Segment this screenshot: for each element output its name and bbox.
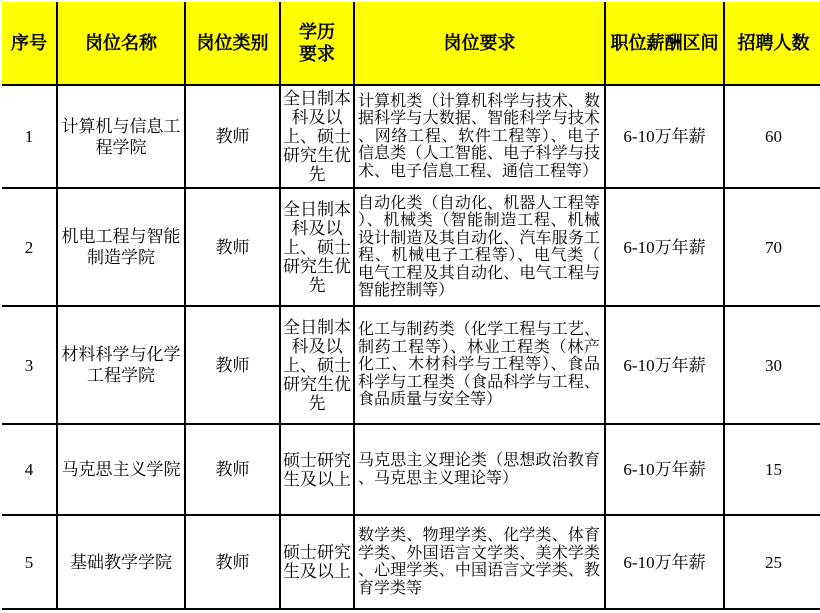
cell-headcount: 15 xyxy=(724,424,820,515)
cell-position-category: 教师 xyxy=(185,85,280,188)
header-education xyxy=(280,2,354,85)
table-row xyxy=(2,85,820,188)
cell-requirements: 化工与制药类（化学工程与工艺、制药工程等）、林业工程类（林产化工、木材科学与工程等）、食品科学与工程类（食品科学与工程、食品质量与安全等） xyxy=(354,306,605,424)
table-row xyxy=(2,515,820,609)
cell-no: 5 xyxy=(2,515,57,609)
cell-headcount: 70 xyxy=(724,188,820,306)
cell-salary-range: 6-10万年薪 xyxy=(605,188,724,306)
header-salary-range: 职位薪酬区间 xyxy=(605,2,724,85)
cell-no: 2 xyxy=(2,188,57,306)
cell-salary-range: 6-10万年薪 xyxy=(605,424,724,515)
table-row xyxy=(2,188,820,306)
cell-education: 全日制本科及以上、硕士研究生优先 xyxy=(280,306,354,424)
cell-education: 全日制本科及以上、硕士研究生优先 xyxy=(280,188,354,306)
cell-position-name: 机电工程与智能制造学院 xyxy=(57,188,185,306)
table-body xyxy=(2,85,820,609)
cell-position-category: 教师 xyxy=(185,515,280,609)
cell-requirements: 自动化类（自动化、机器人工程等）、机械类（智能制造工程、机械设计制造及其自动化、汽车服务工程、机械电子工程等）、电气类（电气工程及其自动化、电气工程与智能控制等） xyxy=(354,188,605,306)
header-position-category: 岗位类别 xyxy=(185,2,280,85)
cell-education: 硕士研究生及以上 xyxy=(280,515,354,609)
cell-position-category: 教师 xyxy=(185,424,280,515)
header-education-label: 学历要求 xyxy=(299,22,335,64)
table-row xyxy=(2,306,820,424)
header-row xyxy=(2,2,820,85)
cell-position-name: 材料科学与化学工程学院 xyxy=(57,306,185,424)
cell-no: 4 xyxy=(2,424,57,515)
cell-salary-range: 6-10万年薪 xyxy=(605,85,724,188)
cell-position-category: 教师 xyxy=(185,188,280,306)
cell-requirements: 马克思主义理论类（思想政治教育、马克思主义理论等） xyxy=(354,424,605,515)
cell-position-name: 基础教学学院 xyxy=(57,515,185,609)
cell-education: 硕士研究生及以上 xyxy=(280,424,354,515)
cell-salary-range: 6-10万年薪 xyxy=(605,515,724,609)
cell-position-name: 马克思主义学院 xyxy=(57,424,185,515)
cell-position-category: 教师 xyxy=(185,306,280,424)
cell-headcount: 25 xyxy=(724,515,820,609)
cell-headcount: 30 xyxy=(724,306,820,424)
header-position-name: 岗位名称 xyxy=(57,2,185,85)
header-headcount: 招聘人数 xyxy=(724,2,820,85)
header-no: 序号 xyxy=(2,2,57,85)
header-requirements: 岗位要求 xyxy=(354,2,605,85)
cell-no: 1 xyxy=(2,85,57,188)
cell-salary-range: 6-10万年薪 xyxy=(605,306,724,424)
cell-no: 3 xyxy=(2,306,57,424)
cell-requirements: 数学类、物理学类、化学类、体育学类、外国语言文学类、美术学类、心理学类、中国语言文学类、教育学类等 xyxy=(354,515,605,609)
cell-requirements: 计算机类（计算机科学与技术、数据科学与大数据、智能科学与技术、网络工程、软件工程等）、电子信息类（人工智能、电子科学与技术、电子信息工程、通信工程等） xyxy=(354,85,605,188)
recruitment-table xyxy=(2,2,820,610)
cell-education: 全日制本科及以上、硕士研究生优先 xyxy=(280,85,354,188)
table-header xyxy=(2,2,820,85)
cell-position-name: 计算机与信息工程学院 xyxy=(57,85,185,188)
cell-headcount: 60 xyxy=(724,85,820,188)
table-row xyxy=(2,424,820,515)
